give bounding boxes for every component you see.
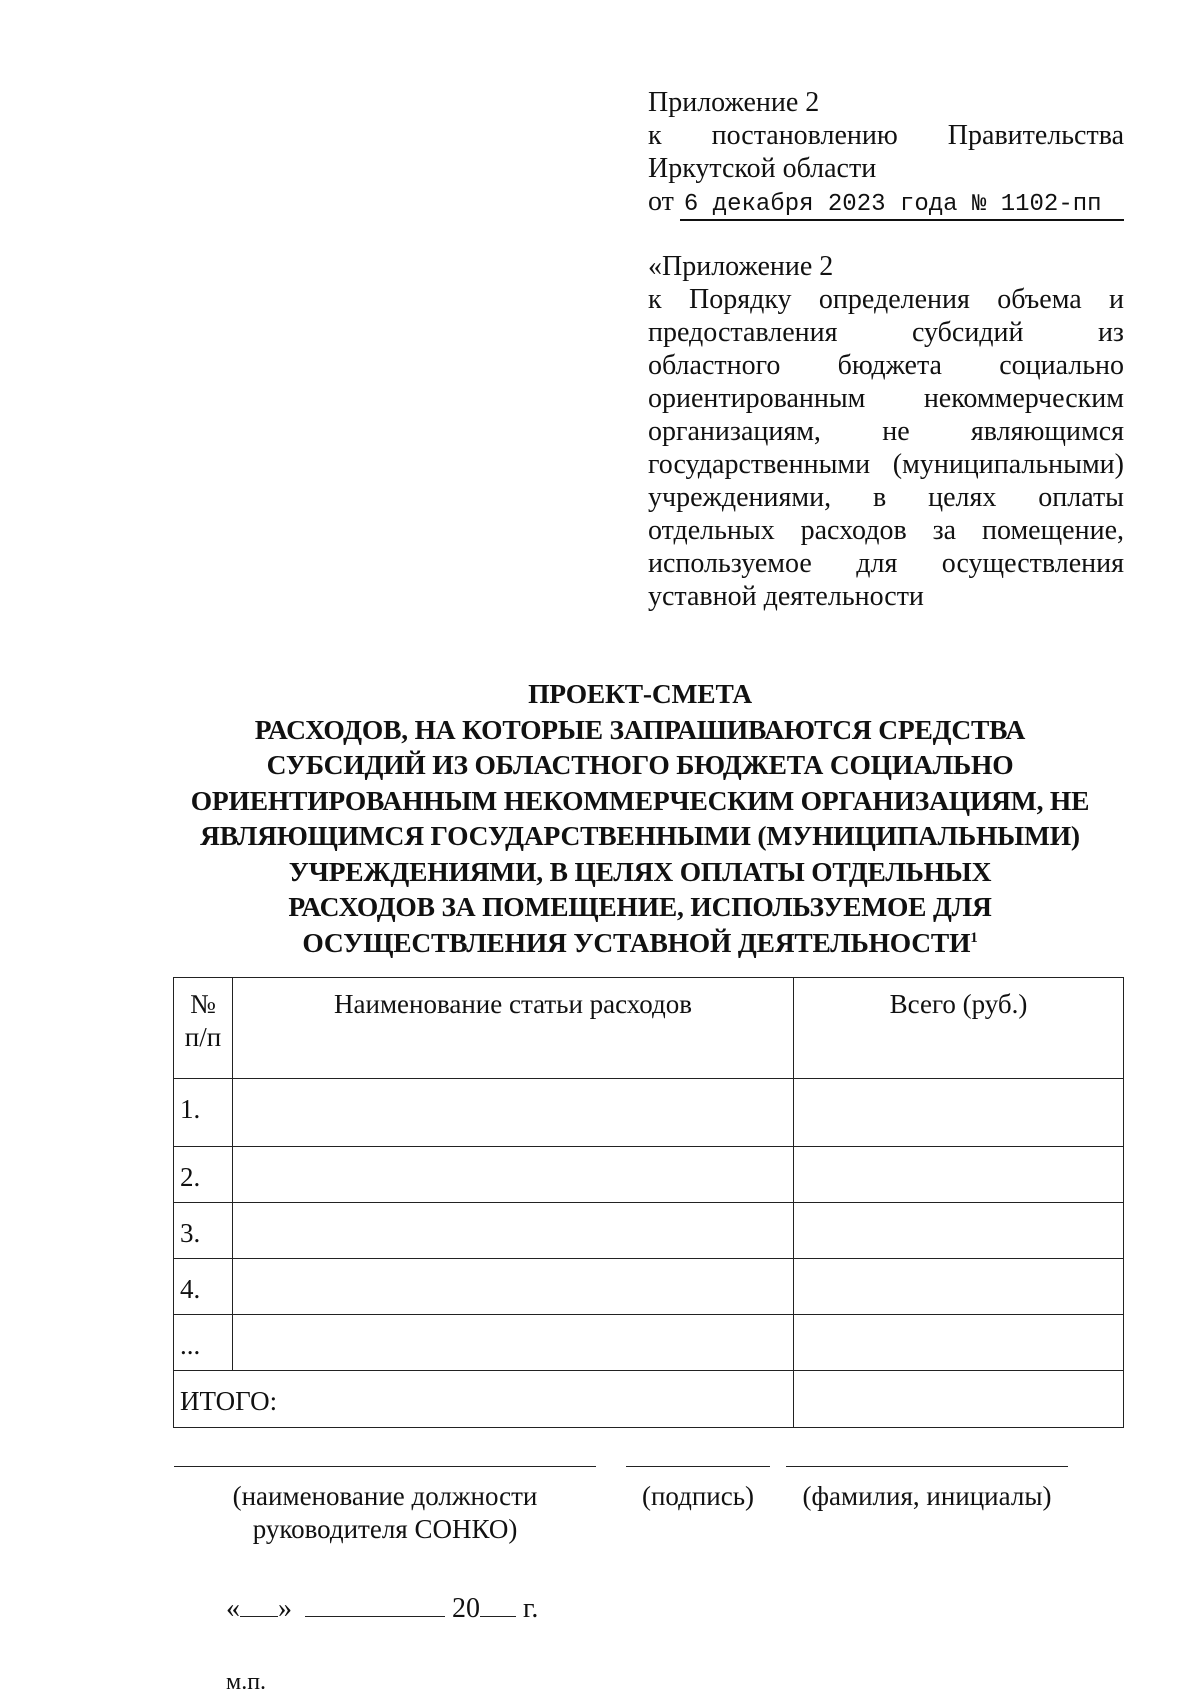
row-num: ...	[180, 1330, 201, 1360]
row-num: 3.	[180, 1218, 201, 1248]
row-num: 1.	[180, 1094, 201, 1124]
header-total: Всего (руб.)	[794, 978, 1124, 1079]
annex-region: Иркутской области	[648, 153, 877, 184]
position-caption	[174, 1480, 596, 1546]
full-name-line[interactable]	[786, 1466, 1068, 1467]
name-caption: (фамилия, инициалы)	[802, 1481, 1052, 1511]
annex-order-line: предоставления субсидий из	[648, 317, 1124, 348]
row-total-cell[interactable]	[794, 1203, 1124, 1259]
annex-order-line: «Приложение 2	[648, 251, 834, 282]
annex-order-line: к Порядку определения объема и	[648, 284, 1124, 315]
annex-date-line	[648, 185, 1124, 218]
title-line-last	[140, 925, 1140, 961]
annex-resolution-block	[648, 86, 1124, 218]
annex-order-line: уставной деятельности	[648, 581, 924, 612]
title-line: ЯВЛЯЮЩИМСЯ ГОСУДАРСТВЕННЫМИ (МУНИЦИПАЛЬНЫМИ)	[200, 820, 1080, 851]
annex-order-line: используемое для осуществления	[648, 548, 1124, 579]
stamp-place-label: м.п.	[226, 1669, 267, 1695]
row-name-cell[interactable]	[233, 1203, 794, 1259]
annex-resolution-line	[648, 119, 1124, 152]
year-prefix: 20	[452, 1593, 480, 1624]
annex-order-line: отдельных расходов за помещение,	[648, 515, 1124, 546]
signature-line[interactable]	[626, 1466, 770, 1467]
header-num-line2: п/п	[184, 1022, 222, 1052]
row-total-cell[interactable]	[794, 1147, 1124, 1203]
row-num-cell	[174, 1203, 233, 1259]
signing-date	[226, 1590, 538, 1626]
row-name-cell[interactable]	[233, 1147, 794, 1203]
table-row	[174, 1147, 1124, 1203]
header-name: Наименование статьи расходов	[233, 978, 794, 1079]
total-label: ИТОГО:	[180, 1386, 278, 1416]
annex-order-line: учреждениями, в целях оплаты	[648, 482, 1124, 513]
annex-word-k: к	[648, 120, 662, 151]
title-line: РАСХОДОВ ЗА ПОМЕЩЕНИЕ, ИСПОЛЬЗУЕМОЕ ДЛЯ	[288, 891, 992, 922]
table-row	[174, 1315, 1124, 1371]
table-header-row	[174, 978, 1124, 1079]
row-name-cell[interactable]	[233, 1315, 794, 1371]
annex-word-resolution: постановлению	[711, 120, 898, 151]
row-total-cell[interactable]	[794, 1079, 1124, 1147]
annex-order-block	[648, 250, 1124, 613]
month-blank[interactable]	[305, 1590, 445, 1617]
row-num: 2.	[180, 1162, 201, 1192]
document-title	[140, 676, 1140, 960]
title-line: СУБСИДИЙ ИЗ ОБЛАСТНОГО БЮДЖЕТА СОЦИАЛЬНО	[266, 749, 1014, 780]
signature-caption: (подпись)	[641, 1481, 755, 1511]
header-num-line1: №	[190, 989, 216, 1019]
row-num: 4.	[180, 1274, 201, 1304]
annex-date-prefix: от	[648, 186, 674, 217]
row-name-cell[interactable]	[233, 1259, 794, 1315]
total-sum-cell[interactable]	[794, 1371, 1124, 1428]
table-row	[174, 1259, 1124, 1315]
table-row	[174, 1079, 1124, 1147]
title-line: ОРИЕНТИРОВАННЫМ НЕКОММЕРЧЕСКИМ ОРГАНИЗАЦИЯМ, НЕ	[190, 784, 1090, 816]
estimate-table	[173, 977, 1124, 1428]
footnote-mark: 1	[970, 929, 978, 946]
annex-order-line: государственными (муниципальными)	[648, 449, 1124, 480]
annex-order-line: организациям, не являющимся	[648, 416, 1124, 447]
position-caption-line2: руководителя СОНКО)	[252, 1514, 518, 1544]
annex-word-government: Правительства	[947, 120, 1124, 151]
date-close-quote: »	[278, 1593, 292, 1624]
date-open-quote: «	[226, 1593, 240, 1624]
table-total-row	[174, 1371, 1124, 1428]
year-blank[interactable]	[480, 1590, 516, 1617]
day-blank[interactable]	[240, 1590, 278, 1617]
row-num-cell	[174, 1259, 233, 1315]
row-total-cell[interactable]	[794, 1259, 1124, 1315]
row-num-cell	[174, 1079, 233, 1147]
title-line-text: ОСУЩЕСТВЛЕНИЯ УСТАВНОЙ ДЕЯТЕЛЬНОСТИ	[302, 926, 971, 958]
position-caption-line1: (наименование должности	[232, 1481, 538, 1511]
annex-date-value: 6 декабря 2023 года № 1102-пп	[680, 191, 1124, 221]
title-line: ПРОЕКТ-СМЕТА	[528, 678, 752, 709]
table-row	[174, 1203, 1124, 1259]
title-line: УЧРЕЖДЕНИЯМИ, В ЦЕЛЯХ ОПЛАТЫ ОТДЕЛЬНЫХ	[288, 855, 992, 887]
row-num-cell	[174, 1315, 233, 1371]
row-name-cell[interactable]	[233, 1079, 794, 1147]
position-line[interactable]	[174, 1466, 596, 1467]
row-total-cell[interactable]	[794, 1315, 1124, 1371]
annex-order-line: ориентированным некоммерческим	[648, 383, 1124, 414]
row-num-cell	[174, 1147, 233, 1203]
title-line: РАСХОДОВ, НА КОТОРЫЕ ЗАПРАШИВАЮТСЯ СРЕДСТВА	[254, 713, 1026, 745]
year-suffix: г.	[523, 1593, 539, 1624]
annex-order-line: областного бюджета социально	[648, 350, 1124, 381]
total-label-cell	[174, 1371, 794, 1428]
header-num	[174, 978, 233, 1079]
annex-title: Приложение 2	[648, 87, 820, 118]
